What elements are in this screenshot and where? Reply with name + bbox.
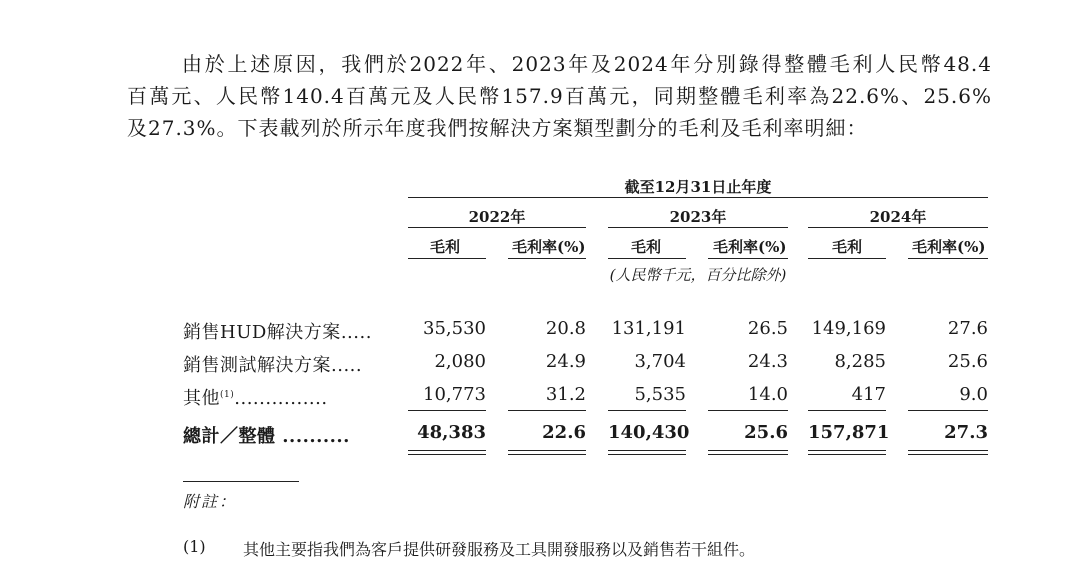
total-double-rule [808, 450, 886, 455]
cell-margin-2024: 27.6 [947, 318, 988, 339]
year-header-2022: 2022年 [468, 208, 526, 226]
year-rule-2022 [408, 227, 586, 228]
cell-gross-profit-2022: 2,080 [434, 351, 486, 372]
total-top-rule [508, 410, 586, 411]
cell-gross-profit-2024: 8,285 [834, 351, 886, 372]
subcol-rule [708, 258, 788, 259]
period-header-rule [408, 197, 988, 198]
notes-heading: 附註： [183, 492, 238, 511]
total-top-rule [708, 410, 788, 411]
intro-paragraph [127, 48, 992, 144]
total-margin-2022: 22.6 [542, 422, 586, 443]
cell-margin-2023: 14.0 [747, 384, 788, 405]
total-top-rule [808, 410, 886, 411]
total-double-rule [508, 450, 586, 455]
col-margin-2024: 毛利率(%) [912, 238, 986, 256]
cell-margin-2022: 31.2 [545, 384, 586, 405]
cell-gross-profit-2022: 10,773 [423, 384, 486, 405]
cell-margin-2022: 24.9 [545, 351, 586, 372]
footnote-marker: (1) [220, 390, 235, 400]
cell-margin-2022: 20.8 [545, 318, 586, 339]
cell-margin-2023: 26.5 [747, 318, 788, 339]
intro-line-1: 由於上述原因，我們於2022年、2023年及2024年分別錄得整體毛利人民幣48.4 [182, 52, 992, 76]
total-gross-profit-2023: 140,430 [608, 422, 690, 443]
cell-gross-profit-2024: 417 [851, 384, 886, 405]
col-margin-2023: 毛利率(%) [713, 238, 787, 256]
row-label: 銷售測試解決方案..... [183, 355, 363, 376]
note-text: 其他主要指我們為客戶提供研發服務及工具開發服務以及銷售若干組件。 [243, 540, 756, 559]
total-top-rule [908, 410, 988, 411]
total-double-rule [408, 450, 486, 455]
intro-line-2: 百萬元、人民幣140.4百萬元及人民幣157.9百萬元，同期整體毛利率為22.6%、25.6% [127, 84, 992, 108]
subcol-rule [808, 258, 886, 259]
total-double-rule [608, 450, 686, 455]
col-margin-2022: 毛利率(%) [512, 238, 586, 256]
total-gross-profit-2024: 157,871 [808, 422, 890, 443]
year-header-2023: 2023年 [669, 208, 727, 226]
period-header: 截至12月31日止年度 [624, 178, 772, 196]
total-gross-profit-2022: 48,383 [417, 422, 486, 443]
col-gross-profit-2023: 毛利 [631, 238, 662, 256]
subcol-rule [508, 258, 586, 259]
cell-gross-profit-2024: 149,169 [811, 318, 886, 339]
total-double-rule [708, 450, 788, 455]
intro-line-3: 及27.3%。下表載列於所示年度我們按解決方案類型劃分的毛利及毛利率明細： [127, 116, 868, 140]
total-double-rule [908, 450, 988, 455]
cell-margin-2023: 24.3 [747, 351, 788, 372]
cell-gross-profit-2022: 35,530 [423, 318, 486, 339]
col-gross-profit-2022: 毛利 [430, 238, 461, 256]
total-margin-2023: 25.6 [744, 422, 788, 443]
total-row-label: 總計／整體 .......... [183, 426, 350, 447]
subcol-rule [608, 258, 686, 259]
year-rule-2024 [808, 227, 988, 228]
cell-gross-profit-2023: 3,704 [634, 351, 686, 372]
col-gross-profit-2024: 毛利 [832, 238, 863, 256]
unit-note: (人民幣千元，百分比除外) [609, 266, 787, 284]
total-top-rule [408, 410, 486, 411]
cell-margin-2024: 9.0 [959, 384, 988, 405]
notes-separator [183, 481, 299, 482]
year-header-2024: 2024年 [869, 208, 927, 226]
cell-gross-profit-2023: 5,535 [634, 384, 686, 405]
subcol-rule [908, 258, 988, 259]
row-label: 銷售HUD解決方案..... [183, 322, 372, 343]
total-top-rule [608, 410, 686, 411]
cell-margin-2024: 25.6 [947, 351, 988, 372]
year-rule-2023 [608, 227, 788, 228]
row-label: 其他$^{(1)}$............... [183, 388, 328, 409]
total-margin-2024: 27.3 [944, 422, 988, 443]
subcol-rule [408, 258, 486, 259]
cell-gross-profit-2023: 131,191 [611, 318, 686, 339]
note-marker: (1) [183, 537, 206, 556]
